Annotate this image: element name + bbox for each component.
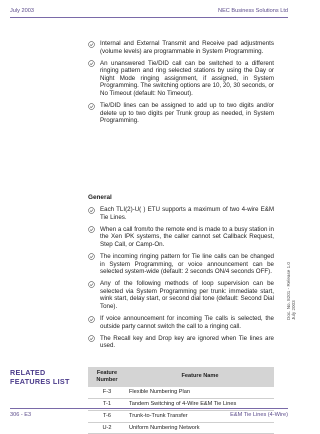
bullet-text: Tie/DID lines can be assigned to add up to two digits and/or delete up to two digits per Trunk group as needed, in System Programming.	[100, 102, 274, 125]
list-item	[88, 253, 274, 276]
checkmark-circle-icon	[88, 41, 95, 48]
bullet-text: Each TLI(2)-U( ) ETU supports a maximum of two 4-wire E&M Tie Lines.	[100, 206, 274, 221]
feature-name: Uniform Numbering Network	[126, 422, 274, 434]
checkmark-circle-icon	[88, 253, 95, 260]
bullet-text: When a call from/to the remote end is made to a busy station in the Xen IPK systems, the caller cannot set Callback Request, Step Call, or Camp-On.	[100, 225, 274, 248]
list-item	[88, 102, 274, 125]
checkmark-circle-icon	[88, 316, 95, 323]
sidenote-line-2: July 2003	[291, 300, 297, 320]
footer-page-number: 306 - E3	[10, 412, 32, 418]
table-row	[88, 422, 274, 434]
feature-name: Flexible Numbering Plan	[126, 387, 274, 398]
footer-section-title: E&M Tie Lines (4-Wire)	[230, 412, 288, 418]
checkmark-circle-icon	[88, 226, 95, 233]
column-header-number	[88, 367, 126, 387]
section-heading-general: General	[88, 194, 112, 201]
list-item	[88, 206, 274, 221]
list-item	[88, 60, 274, 98]
feature-number: U-2	[88, 422, 126, 434]
column-header-number-line1: Feature	[96, 370, 118, 376]
feature-name: Trunk-to-Trunk Transfer	[126, 410, 274, 422]
sidenote-line-1: Doc. No. 8201 - Release 1.0	[286, 262, 291, 320]
related-line-2: FEATURES LIST	[10, 376, 70, 386]
feature-number: T-1	[88, 398, 126, 410]
header-company: NEC Business Solutions Ltd	[218, 8, 288, 14]
bullet-text: An unanswered Tie/DID call can be switched to a different ringing pattern and ring selected stations by using the Day or Night Mode ringing assignment, if assigned, in System Programming. The switching options are 10, 20, 30 seconds, or No Timeout (default: No Timeout).	[100, 59, 274, 98]
list-item	[88, 40, 274, 55]
feature-name: Tandem Switching of 4-Wire E&M Tie Lines	[126, 398, 274, 410]
bullet-text: Any of the following methods of loop supervision can be selected via System Programming per trunk: immediate start, wink start, delay start, or second dial tone (default: Second Dial Tone).	[100, 280, 274, 311]
bullet-text: Internal and External Transmit and Receive pad adjustments (volume levels) are programmable in System Programming.	[100, 40, 274, 55]
checkmark-circle-icon	[88, 281, 95, 288]
bullet-text: The Recall key and Drop key are ignored when Tie lines are used.	[100, 334, 274, 350]
list-item	[88, 335, 274, 350]
header-date: July 2003	[10, 8, 34, 14]
list-item	[88, 315, 274, 330]
document-sidenote	[286, 262, 297, 320]
checkmark-circle-icon	[88, 335, 95, 342]
table-header-row	[88, 367, 274, 387]
bullet-list-general	[88, 206, 274, 355]
feature-number: F-3	[88, 387, 126, 398]
column-header-number-line2: Number	[96, 376, 118, 383]
bullet-text: If voice announcement for incoming Tie calls is selected, the outside party cannot switch the call to a ringing call.	[100, 315, 274, 330]
footer-rule	[10, 408, 288, 409]
checkmark-circle-icon	[88, 207, 95, 214]
related-features-table	[88, 367, 274, 434]
list-item	[88, 280, 274, 310]
checkmark-circle-icon	[88, 60, 95, 67]
related-line-1: RELATED	[10, 368, 46, 377]
column-header-name: Feature Name	[126, 367, 274, 387]
bullet-text: The incoming ringing pattern for Tie line calls can be changed in System Programming, or voice announcement can be selected system-wide (default: 2 seconds ON/4 seconds OFF).	[100, 252, 274, 276]
header-rule	[10, 17, 288, 18]
table-row	[88, 387, 274, 398]
checkmark-circle-icon	[88, 103, 95, 110]
feature-number: T-6	[88, 410, 126, 422]
bullet-list-top	[88, 40, 274, 129]
list-item	[88, 226, 274, 249]
related-features-heading	[10, 369, 70, 386]
